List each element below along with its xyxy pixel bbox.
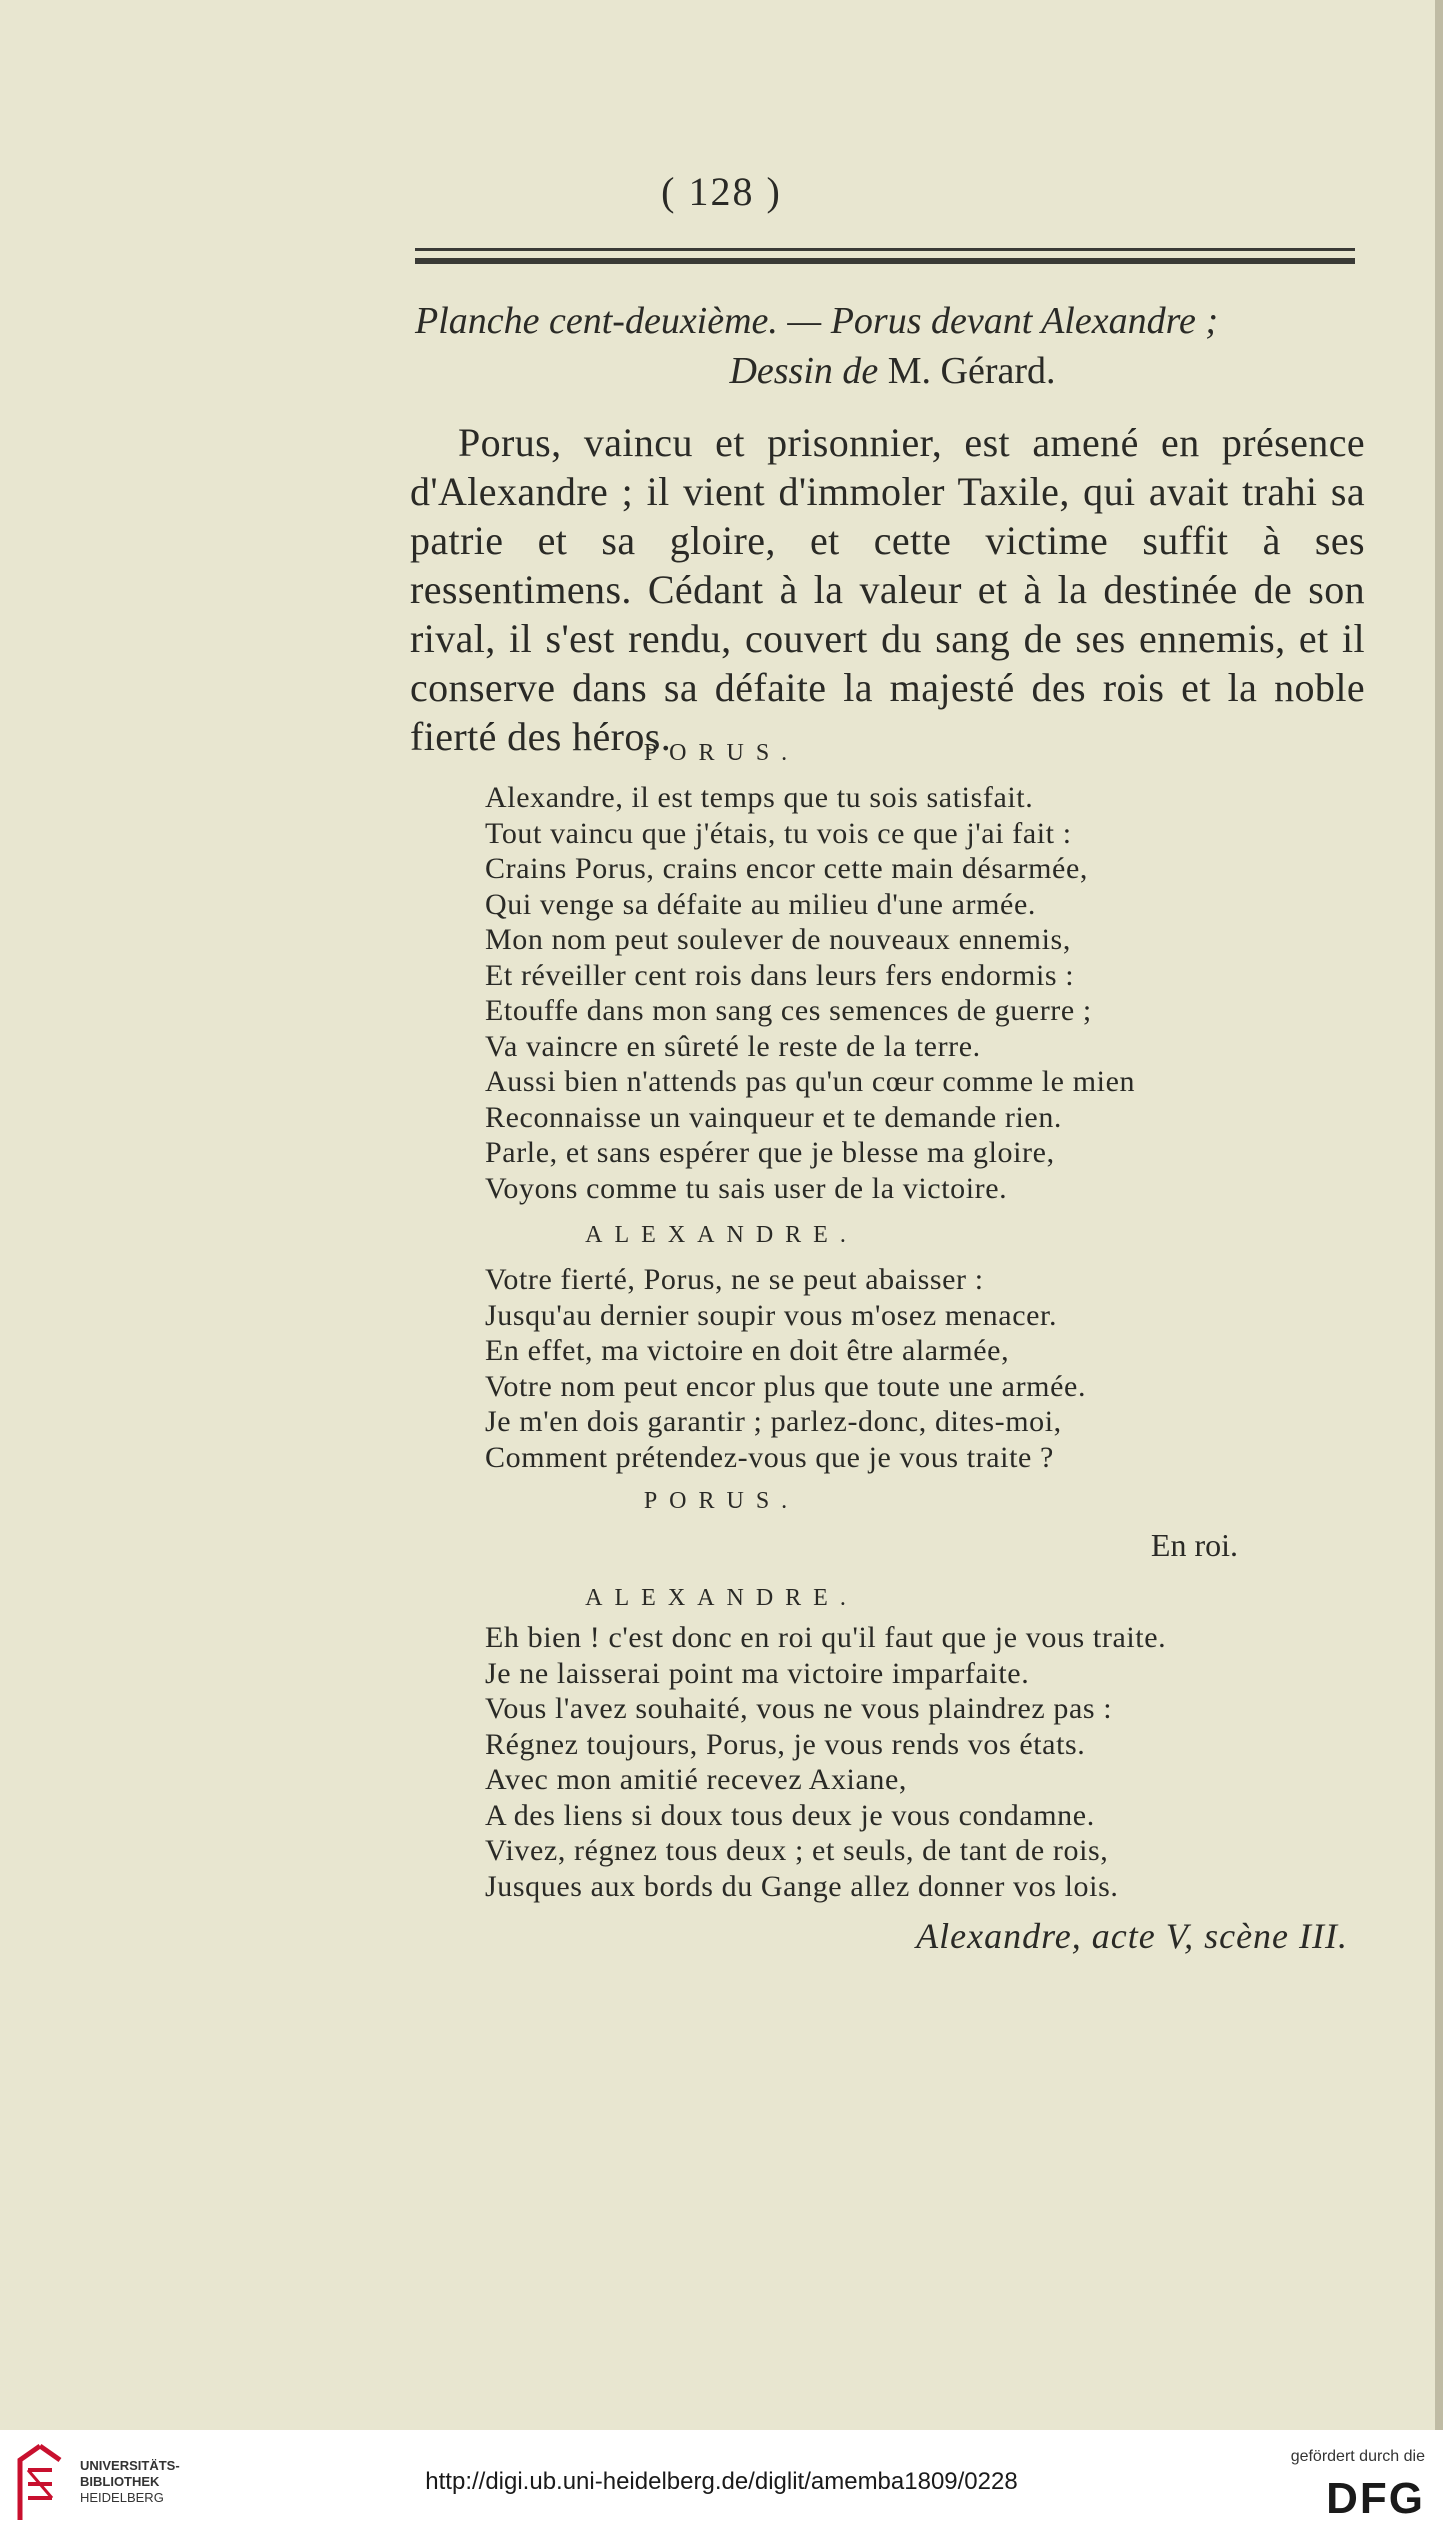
verse-line: A des liens si doux tous deux je vous condamne. <box>485 1798 1095 1832</box>
page-edge <box>1435 0 1443 2430</box>
verse-line: Aussi bien n'attends pas qu'un cœur comme le mien <box>485 1065 1136 1098</box>
verse-line: Voyons comme tu sais user de la victoire. <box>485 1171 1008 1205</box>
verse-line: Crains Porus, crains encor cette main désarmée, <box>485 852 1088 885</box>
verse-line: Eh bien ! c'est donc en roi qu'il faut que je vous traite. <box>485 1621 1167 1654</box>
verse-line: Vivez, régnez tous deux ; et seuls, de tant de rois, <box>485 1834 1109 1867</box>
header-rule-thick <box>415 258 1355 264</box>
verse-line: Va vaincre en sûreté le reste de la terre. <box>485 1029 981 1063</box>
header-rule-thin <box>415 248 1355 251</box>
verse-line: Jusques aux bords du Gange allez donner vos lois. <box>485 1869 1119 1903</box>
footer-bar <box>0 2430 1443 2537</box>
plate-title: Planche cent-deuxième. — Porus devant Alexandre ; <box>415 300 1218 342</box>
speaker-porus-2: PORUS. <box>643 1488 800 1514</box>
verses-alexandre-1 <box>485 1262 1355 1475</box>
library-line-1: UNIVERSITÄTS- <box>80 2458 180 2473</box>
verse-line: En effet, ma victoire en doit être alarmée, <box>485 1334 1010 1367</box>
verse-line: Vous l'avez souhaité, vous ne vous plaindrez pas : <box>485 1692 1113 1725</box>
page-number: ( 128 ) <box>661 169 782 214</box>
plate-subtitle <box>415 346 1370 396</box>
verse-line: Votre fierté, Porus, ne se peut abaisser : <box>485 1263 984 1296</box>
plate-subtitle-prefix: Dessin de <box>729 350 879 392</box>
speaker-porus-1: PORUS. <box>643 740 800 766</box>
verse-line: Régnez toujours, Porus, je vous rends vos états. <box>485 1727 1086 1761</box>
verse-line: Reconnaisse un vainqueur et te demande rien. <box>485 1100 1063 1134</box>
verse-line: Et réveiller cent rois dans leurs fers endormis : <box>485 958 1075 992</box>
verse-line: Qui venge sa défaite au milieu d'une armée. <box>485 887 1036 921</box>
verse-line: Jusqu'au dernier soupir vous m'osez menacer. <box>485 1298 1058 1332</box>
verse-line: Mon nom peut soulever de nouveaux ennemis, <box>485 923 1071 956</box>
verse-line: Je m'en dois garantir ; parlez-donc, dites-moi, <box>485 1405 1062 1438</box>
verses-alexandre-2 <box>485 1620 1355 1904</box>
library-line-2: BIBLIOTHEK <box>80 2474 160 2489</box>
verses-porus-1 <box>485 780 1355 1206</box>
verse-line: Etouffe dans mon sang ces semences de guerre ; <box>485 994 1092 1027</box>
funded-by-label: gefördert durch die <box>1290 2448 1425 2465</box>
speaker-alexandre-2: ALEXANDRE. <box>585 1585 858 1611</box>
library-line-3: HEIDELBERG <box>80 2490 164 2505</box>
verse-line: Avec mon amitié recevez Axiane, <box>485 1763 908 1796</box>
verse-line: Tout vaincu que j'étais, tu vois ce que j'ai fait : <box>485 816 1072 850</box>
dfg-logo[interactable]: DFG <box>1326 2474 1425 2523</box>
plate-artist: M. Gérard. <box>887 350 1056 392</box>
permalink-url[interactable]: http://digi.ub.uni-heidelberg.de/diglit/amemba1809/0228 <box>425 2468 1018 2495</box>
citation: Alexandre, acte V, scène III. <box>916 1916 1348 1956</box>
verse-line: Je ne laisserai point ma victoire imparfaite. <box>485 1656 1030 1690</box>
verse-line: Alexandre, il est temps que tu sois satisfait. <box>485 781 1034 814</box>
verse-line: Parle, et sans espérer que je blesse ma gloire, <box>485 1136 1055 1169</box>
verse-line: Comment prétendez-vous que je vous traite ? <box>485 1440 1054 1474</box>
reply-en-roi: En roi. <box>1150 1527 1238 1563</box>
verse-line: Votre nom peut encor plus que toute une armée. <box>485 1369 1087 1403</box>
intro-paragraph: Porus, vaincu et prisonnier, est amené en présence d'Alexandre ; il vient d'immoler Taxile, qui avait trahi sa patrie et sa gloire, et cette victime suffit à ses ressentimens. Cédant à la valeur et à la destinée de son rival, il s'est rendu, couvert du sang de ses ennemis, et il conserve dans sa défaite la majesté des rois et la noble fierté des héros. <box>410 420 1365 759</box>
speaker-alexandre-1: ALEXANDRE. <box>585 1222 858 1248</box>
